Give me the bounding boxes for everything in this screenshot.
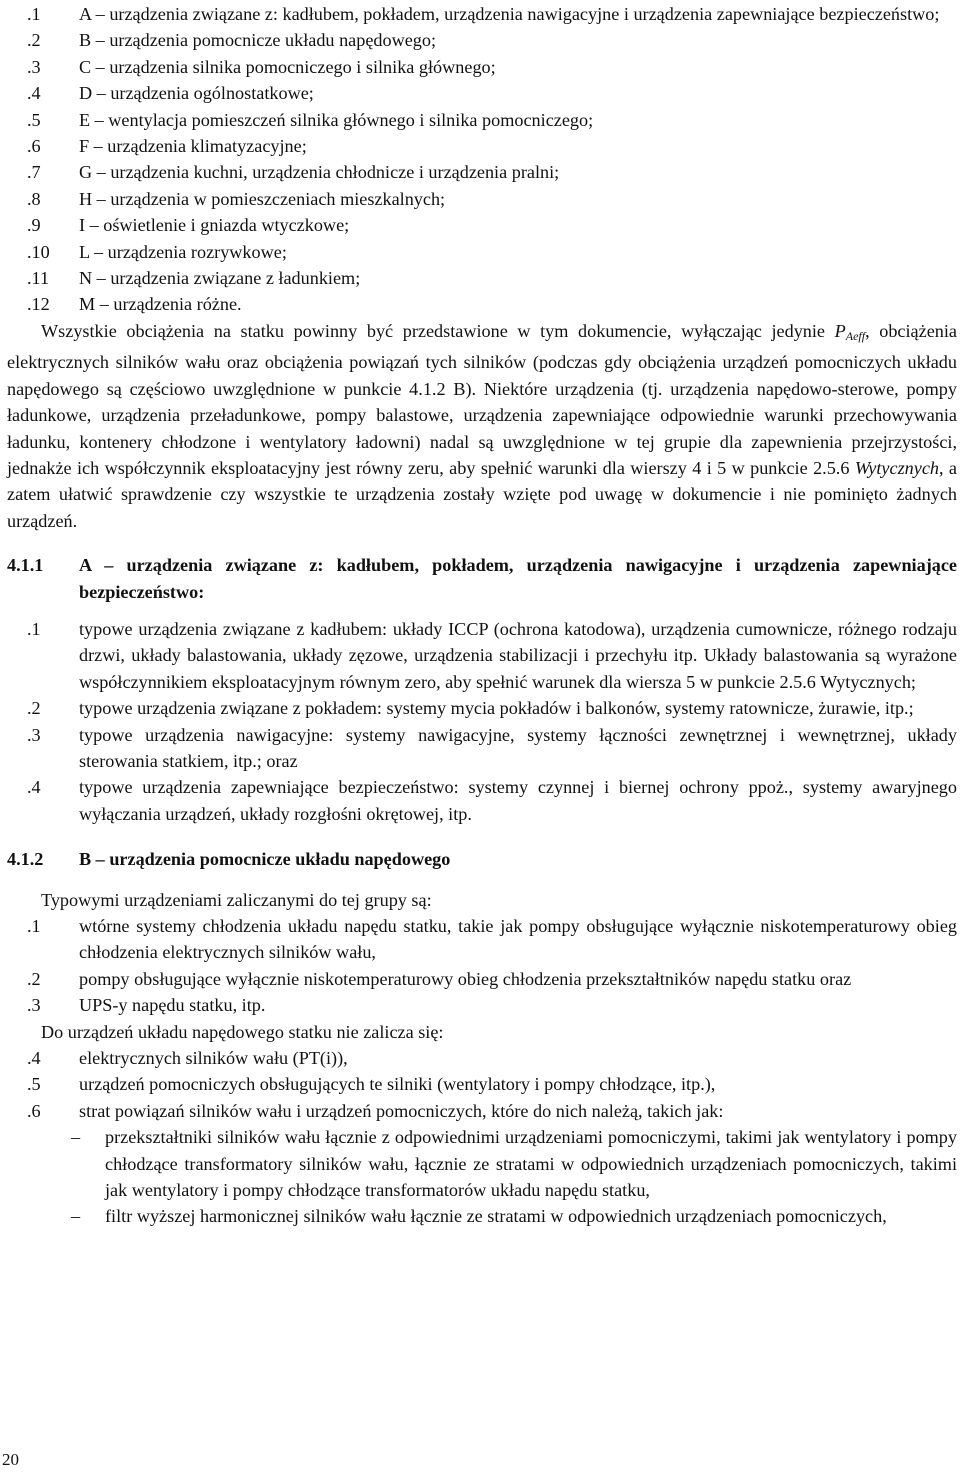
- group-list: [7, 0, 957, 318]
- list-text: H – urządzenia w pomieszczeniach mieszkalnych;: [79, 188, 446, 209]
- list-text: strat powiązań silników wału i urządzeń pomocniczych, które do nich należą, takich jak:: [79, 1100, 724, 1121]
- list-text: typowe urządzenia związane z pokładem: systemy mycia pokładów i balkonów, systemy ratownicze, żurawie, itp.;: [79, 698, 914, 719]
- list-number: .1: [27, 4, 41, 24]
- list-item: [7, 1071, 957, 1097]
- list-text: M – urządzenia różne.: [79, 294, 242, 315]
- list-number: .7: [27, 162, 41, 183]
- list-item: [7, 774, 957, 827]
- list-number: .6: [27, 1100, 41, 1121]
- list-number: .1: [27, 618, 41, 639]
- paragraph-text: , a zatem ułatwić sprawdzenie czy wszystkie te urządzenia zostały wzięte pod uwagę w dokumencie i nie pominięto żadnych urządzeń.: [7, 457, 957, 531]
- list-text: D – urządzenia ogólnostatkowe;: [79, 83, 314, 104]
- list-text: typowe urządzenia nawigacyjne: systemy nawigacyjne, systemy łączności zewnętrznej i wewnętrznej, układy sterowania statkiem, itp.; oraz: [79, 724, 957, 771]
- list-text: elektrycznych silników wału (PT(i)),: [79, 1048, 348, 1069]
- dash-mark: –: [71, 1127, 81, 1148]
- list-number: .4: [27, 1048, 41, 1069]
- paragraph-text: , obciążenia elektrycznych silników wału oraz obciążenia powiązań tych silników (podczas gdy obciążenia urządzeń pomocniczych układu napędowego są częściowo uwzględnione w punkcie 4.1.2 B). Niektóre urządzenia (tj. urządzenia napędowo-sterowe, pompy ładunkowe, urządzenia przeładunkowe, pompy balastowe, urządzenia zapewniające odpowiednie warunki przechowywania ładunku, kontenery chłodzone i wentylatory ładowni) nadal są uwzględnione w tej grupie dla zapewnienia przejrzystości, jednakże ich współczynnik eksploatacyjny jest równy zeru, aby spełnić warunki dla wierszy 4 i 5 w punkcie 2.5.6: [7, 320, 957, 478]
- list-text: C – urządzenia silnika pomocniczego i silnika głównego;: [79, 56, 496, 77]
- list-number: .10: [27, 241, 50, 262]
- list-number: .11: [27, 268, 50, 289]
- list-number: .12: [27, 294, 50, 315]
- list-item: [7, 27, 957, 53]
- list-text: E – wentylacja pomieszczeń silnika głównego i silnika pomocniczego;: [79, 109, 594, 130]
- list-number: .8: [27, 188, 41, 209]
- page-number: 20: [2, 1450, 19, 1469]
- list-number: .5: [27, 1074, 41, 1095]
- list-item: [7, 913, 957, 966]
- dash-text: filtr wyższej harmonicznej silników wału łącznie ze stratami w odpowiednich urządzeniach pomocniczych,: [105, 1206, 887, 1227]
- list-number: .3: [27, 995, 41, 1016]
- list-text: wtórne systemy chłodzenia układu napędu statku, takie jak pompy obsługujące wyłącznie niskotemperaturowy obieg chłodzenia elektrycznych silników wału,: [79, 916, 957, 963]
- section-heading-412: [7, 846, 957, 872]
- list-number: .4: [27, 777, 41, 798]
- section-title: A – urządzenia związane z: kadłubem, pokładem, urządzenia nawigacyjne i urządzenia zapewniające bezpieczeństwo:: [79, 555, 957, 602]
- dash-item: [7, 1203, 957, 1229]
- excluded-intro: Do urządzeń układu napędowego statku nie zalicza się:: [41, 1021, 444, 1042]
- list-text: L – urządzenia rozrywkowe;: [79, 241, 287, 262]
- paragraph-text: Wszystkie obciążenia na statku powinny być przedstawione w tym dokumencie, wyłączając jedynie: [41, 320, 835, 341]
- list-text: pompy obsługujące wyłącznie niskotemperaturowy obieg chłodzenia przekształtników napędu statku oraz: [79, 968, 852, 989]
- list-text: typowe urządzenia związane z kadłubem: układy ICCP (ochrona katodowa), urządzenia cumownicze, różnego rodzaju drzwi, układy balastowania, układy zęzowe, urządzenia stabilizacji i przechyłu itp. Układy balastowania są wyrażone współczynnikiem eksploatacyjnym równym zero, aby spełnić warunek dla wiersza 5 w punkcie 2.5.6 Wytycznych;: [79, 618, 957, 692]
- list-number: .9: [27, 215, 41, 236]
- dash-mark: –: [71, 1206, 81, 1227]
- list-number: .2: [27, 30, 41, 51]
- list-text: UPS-y napędu statku, itp.: [79, 995, 266, 1016]
- list-item: [7, 54, 957, 80]
- list-item: [7, 212, 957, 238]
- list-text: N – urządzenia związane z ładunkiem;: [79, 268, 361, 289]
- list-item: [7, 186, 957, 212]
- list-item: [7, 107, 957, 133]
- list-number: .4: [27, 83, 41, 104]
- list-item: [7, 80, 957, 106]
- list-item: [7, 966, 957, 992]
- list-text: typowe urządzenia zapewniające bezpieczeństwo: systemy czynnej i biernej ochrony ppoż., systemy awaryjnego wyłączania urządzeń, układy rozgłośni okrętowej, itp.: [79, 777, 957, 824]
- list-text: A – urządzenia związane z: kadłubem, pokładem, urządzenia nawigacyjne i urządzenia zapewniające bezpieczeństwo;: [79, 4, 940, 24]
- list-number: .2: [27, 698, 41, 719]
- list-text: I – oświetlenie i gniazda wtyczkowe;: [79, 215, 350, 236]
- list-number: .2: [27, 968, 41, 989]
- list-number: .1: [27, 916, 41, 936]
- list-item: [7, 722, 957, 775]
- list-text: urządzeń pomocniczych obsługujących te silniki (wentylatory i pompy chłodzące, itp.),: [79, 1074, 716, 1095]
- dash-item: [7, 1124, 957, 1203]
- list-item: [7, 992, 957, 1018]
- list-item: [7, 265, 957, 291]
- list-item: [7, 1045, 957, 1071]
- list-item: [7, 291, 957, 317]
- list-number: .6: [27, 136, 41, 157]
- list-text: G – urządzenia kuchni, urządzenia chłodnicze i urządzenia pralni;: [79, 162, 560, 183]
- italic-reference: Wytycznych: [854, 457, 939, 478]
- list-text: B – urządzenia pomocnicze układu napędowego;: [79, 30, 437, 51]
- list-item: [7, 239, 957, 265]
- section-heading-411: [7, 552, 957, 605]
- list-item: [7, 159, 957, 185]
- list-number: .5: [27, 109, 41, 130]
- list-number: .3: [27, 56, 41, 77]
- list-item: [7, 616, 957, 695]
- p-subscript: Aeff: [845, 328, 866, 343]
- list-text: F – urządzenia klimatyzacyjne;: [79, 136, 307, 157]
- body-paragraph: [7, 318, 957, 534]
- list-item: [7, 133, 957, 159]
- section-number: 4.1.1: [7, 555, 44, 576]
- list-number: .3: [27, 724, 41, 745]
- section-number: 4.1.2: [7, 849, 44, 870]
- list-item: [7, 1, 957, 27]
- list-item: [7, 695, 957, 721]
- section-title: B – urządzenia pomocnicze układu napędowego: [79, 849, 451, 870]
- dash-text: przekształtniki silników wału łącznie z odpowiednimi urządzeniami pomocniczymi, takimi jak wentylatory i pompy chłodzące transformatory silników wału, łącznie ze stratami w odpowiednich urządzeniach pomocniczych, takimi jak wentylatory i pompy chłodzące transformatorów układu napędu statku,: [105, 1127, 957, 1201]
- section-intro: Typowymi urządzeniami zaliczanymi do tej grupy są:: [41, 889, 432, 910]
- document-page: [7, 0, 957, 1230]
- section-411-list: [7, 616, 957, 827]
- list-item: [7, 1098, 957, 1124]
- p-symbol: P: [834, 320, 846, 341]
